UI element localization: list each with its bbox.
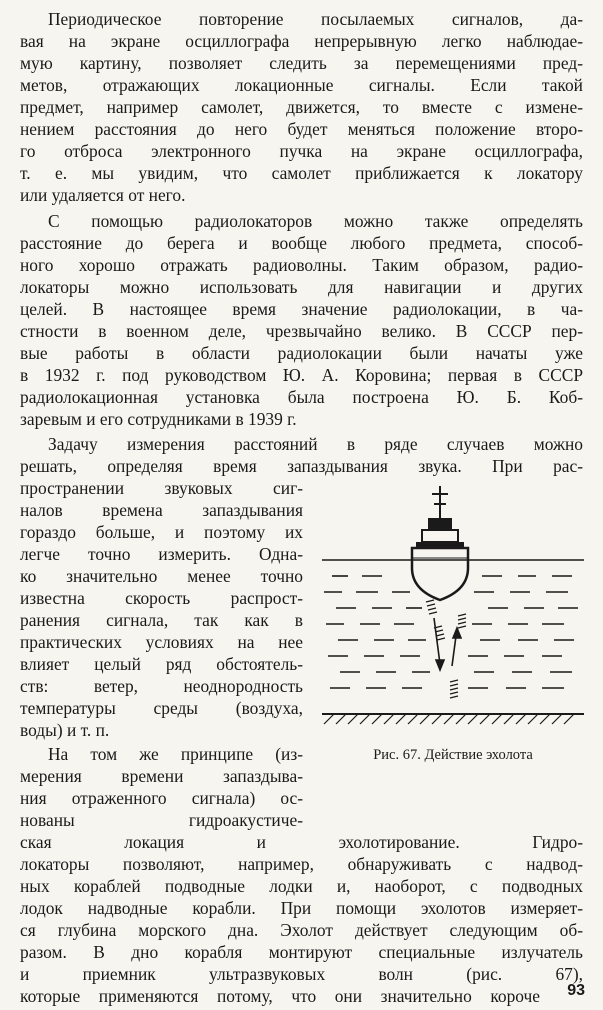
text-line: известна скорость распрост- — [20, 588, 303, 608]
text-line: т. е. мы увидим, что самолет приближается к локатору — [20, 163, 583, 183]
figure-caption: Рис. 67. Действие эхолота — [373, 747, 533, 763]
text-line: влияет целый ряд обстоятель- — [20, 654, 303, 674]
text-line: На том же принципе (из- — [48, 744, 303, 764]
text-line: радиолокационная установка была построена Ю. Б. Коб- — [20, 387, 583, 407]
text-line: С помощью радиолокаторов можно также определять — [48, 211, 583, 231]
text-line: налов времена запаздывания — [20, 500, 303, 520]
echo-sounder-figure — [322, 478, 584, 738]
text-line: метов, отражающих локационные сигналы. Если такой — [20, 75, 583, 95]
text-line: нованы гидроакустиче- — [20, 810, 303, 830]
text-line: лодок надводные корабли. При помощи эхолотов измеряет- — [20, 898, 583, 918]
page-number: 93 — [567, 982, 585, 999]
text-line: целей. В настоящее время значение радиолокации, в ча- — [20, 299, 583, 319]
text-line: которые применяются потому, что они значительно короче — [20, 986, 540, 1006]
text-line: ния отраженного сигнала) ос- — [20, 788, 303, 808]
text-line: мую картину, позволяет следить за перемещениями пред- — [20, 53, 583, 73]
text-line: стности в военном деле, чрезвычайно велико. В СССР пер- — [20, 321, 583, 341]
text-line: воды) и т. п. — [20, 720, 110, 740]
text-line: ранения сигнала, так как в — [20, 610, 303, 630]
text-line: Задачу измерения расстояний в ряде случаев можно — [48, 434, 583, 454]
text-line: и приемник ультразвуковых волн (рис. 67), — [20, 964, 583, 984]
text-line: заревым и его сотрудниками в 1939 г. — [20, 409, 297, 429]
text-line: локаторы можно использовать для навигации и других — [20, 277, 583, 297]
text-line: легче точно измерить. Одна- — [20, 544, 303, 564]
text-line: ся глубина морского дна. Эхолот действует следующим об- — [20, 920, 583, 940]
text-line: разом. В дно корабля монтируют специальные излучатель — [20, 942, 583, 962]
echo-sounder-ship-icon — [322, 478, 584, 738]
text-line: вые работы в области радиолокации были начаты уже — [20, 343, 583, 363]
text-line: ных кораблей подводные лодки и, наоборот, с подводных — [20, 876, 583, 896]
text-line: локаторы позволяют, например, обнаруживать с надвод- — [20, 854, 583, 874]
text-line: или удаляется от него. — [20, 185, 186, 205]
text-line: температуры среды (воздуха, — [20, 698, 303, 718]
text-line: ская локация и эхолотирование. Гидро- — [20, 832, 583, 852]
text-line: мерения времени запаздыва- — [20, 766, 303, 786]
text-line: пространении звуковых сиг- — [20, 478, 303, 498]
text-line: ств: ветер, неоднородность — [20, 676, 303, 696]
text-line: Периодическое повторение посылаемых сигналов, да- — [48, 9, 583, 29]
text-line: решать, определяя время запаздывания звука. При рас- — [20, 456, 583, 476]
text-line: предмет, например самолет, движется, то вместе с измене- — [20, 97, 583, 117]
text-line: ного хорошо отражать радиоволны. Таким образом, радио- — [20, 255, 583, 275]
text-line: гораздо больше, и поэтому их — [20, 522, 303, 542]
text-line: го отброса электронного пучка на экране осциллографа, — [20, 141, 583, 161]
text-line: ко значительно менее точно — [20, 566, 303, 586]
text-line: в 1932 г. под руководством Ю. А. Коровина; первая в СССР — [20, 365, 583, 385]
text-line: расстояние до берега и вообще любого предмета, способ- — [20, 233, 583, 253]
text-line: нением расстояния до него будет меняться положение второ- — [20, 119, 583, 139]
text-line: вая на экране осциллографа непрерывную легко наблюдае- — [20, 31, 583, 51]
text-line: практических условиях на нее — [20, 632, 303, 652]
